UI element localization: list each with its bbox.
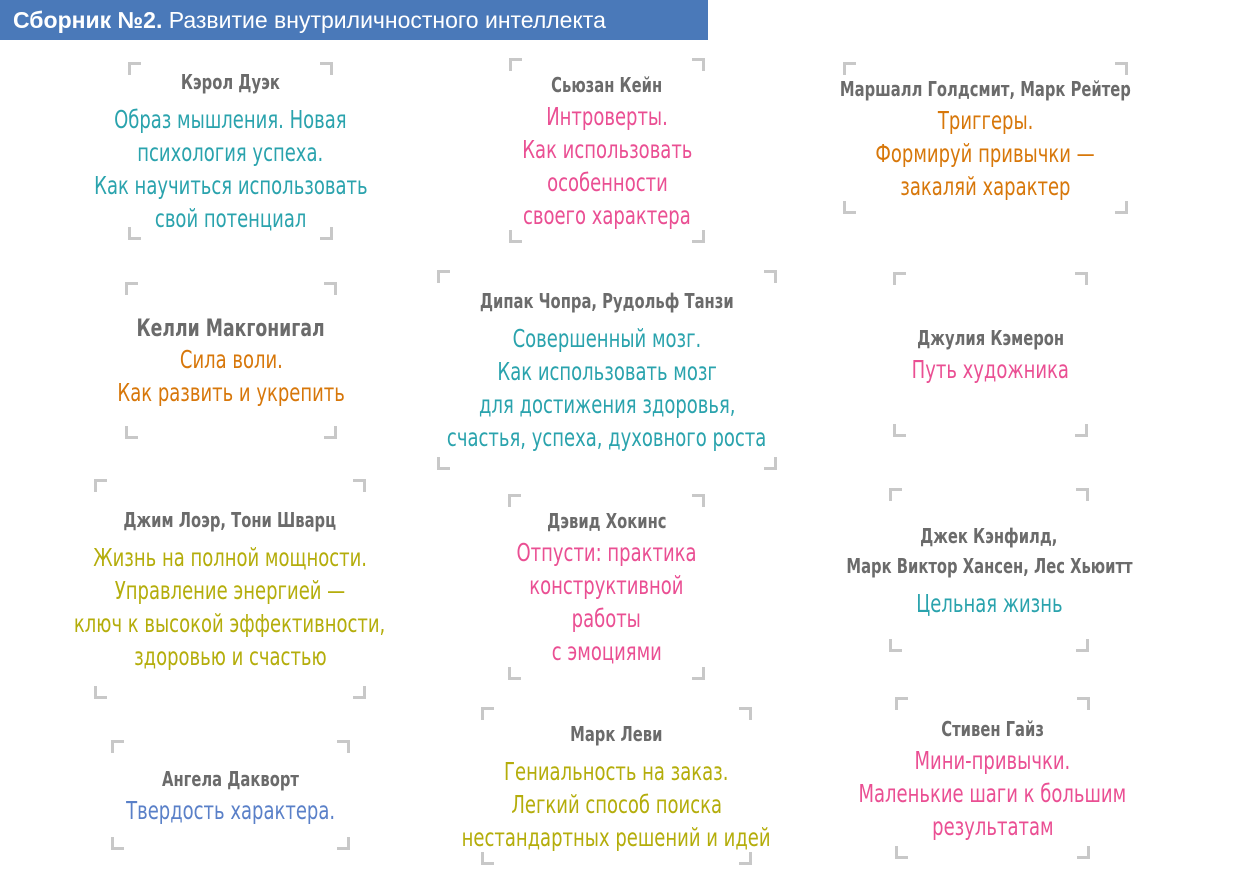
book-author: Келли Макгонигал [136, 313, 326, 342]
book-title-line: конструктивной [529, 571, 684, 600]
book-title-line: Цельная жизнь [915, 588, 1063, 618]
book-author: Марк Леви [570, 721, 663, 746]
book-author: Сьюзан Кейн [551, 72, 663, 97]
book-title-line: Отпусти: практика [516, 538, 697, 567]
book-title-line: Триггеры. [937, 105, 1034, 135]
book-card [462, 707, 771, 865]
book-card [111, 740, 350, 850]
book-title-line: Интроверты. [546, 101, 668, 131]
book-title-line: закаляй характер [900, 171, 1071, 201]
book-title-line: Путь художника [911, 355, 1070, 384]
book-title-line: Легкий способ поиска [511, 789, 722, 819]
book-title-line: счастья, успеха, духовного роста [447, 423, 767, 452]
book-title-line: Формируй привычки — [875, 138, 1096, 168]
book-title-line: для достижения здоровья, [478, 390, 736, 419]
collection-number: Сборник №2. [13, 7, 163, 33]
book-title-line: работы [571, 604, 642, 633]
book-author: Джек Кэнфилд, [920, 523, 1058, 548]
book-title-line: Как научиться использовать [93, 171, 368, 200]
book-card [117, 282, 345, 439]
book-title-line: своего характера [523, 200, 691, 230]
book-title-line: Маленькие шаги к большим [858, 778, 1127, 808]
book-title-line: свой потенциал [154, 204, 307, 233]
book-title-line: Управление энергией — [114, 576, 346, 605]
book-title-line: нестандартных решений и идей [462, 822, 771, 852]
book-author: Кэрол Дуэк [181, 70, 280, 94]
book-title-line: Образ мышления. Новая [114, 105, 347, 134]
book-title-line: Твердость характера. [126, 795, 335, 825]
book-author: Маршалл Голдсмит, Марк Рейтер [840, 76, 1131, 101]
book-author: Дэвид Хокинс [546, 509, 667, 533]
book-title-line: результатам [931, 811, 1054, 841]
book-title-line: ключ к высокой эффективности, [74, 609, 386, 638]
book-author: Стивен Гайз [941, 716, 1044, 741]
book-author: Джулия Кэмерон [917, 326, 1064, 350]
book-title-line: особенности [546, 167, 668, 197]
collection-header [0, 0, 708, 40]
book-title-line: Как использовать мозг [497, 357, 717, 386]
book-title-line: с эмоциями [551, 637, 662, 666]
book-card [893, 272, 1088, 437]
book-title-line: Совершенный мозг. [512, 324, 702, 353]
book-card [858, 697, 1127, 859]
book-author: Ангела Дакворт [162, 766, 299, 791]
book-title-line: Как развить и укрепить [117, 377, 345, 407]
book-card [437, 270, 777, 470]
book-title-line: Мини-привычки. [914, 745, 1071, 775]
book-title-line: Гениальность на заказ. [504, 756, 729, 786]
book-title-line: здоровью и счастью [133, 642, 327, 671]
book-title-line: Жизнь на полной мощности. [93, 543, 367, 572]
book-card [74, 479, 386, 699]
book-card [93, 62, 368, 240]
collection-title: Развитие внутриличностного интеллекта [168, 7, 606, 33]
book-author: Дипак Чопра, Рудольф Танзи [480, 289, 734, 313]
book-title-line: Как использовать [521, 134, 693, 164]
book-card [840, 62, 1131, 214]
book-author: Джим Лоэр, Тони Шварц [123, 508, 337, 532]
book-card [509, 58, 705, 243]
book-card [508, 494, 705, 680]
book-title-line: Сила воли. [179, 344, 283, 374]
book-author: Марк Виктор Хансен, Лес Хьюитт [845, 553, 1133, 578]
book-card [845, 488, 1133, 652]
book-title-line: психология успеха. [137, 138, 324, 167]
